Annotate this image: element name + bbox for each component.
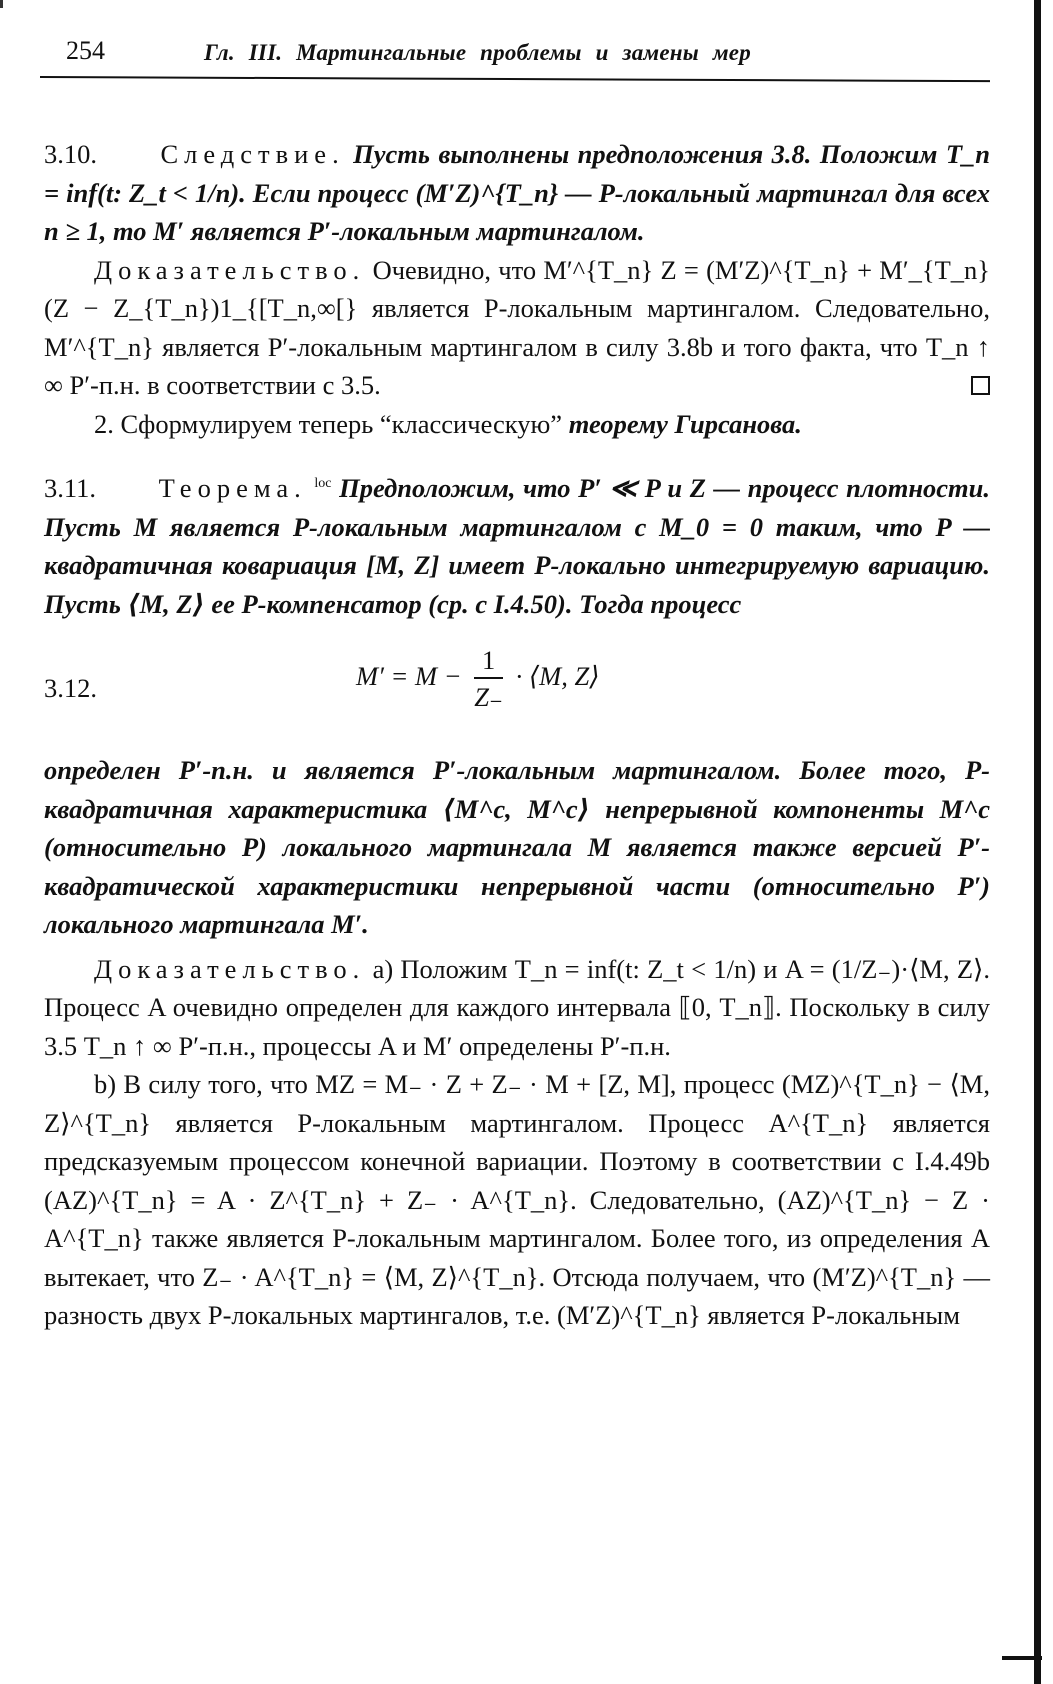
equation-3-12 [44,633,990,743]
proof-3-11-b [44,1065,990,1335]
equation-lhs: M′ = M − [356,661,462,692]
page-bottom-mark [1002,1656,1042,1660]
running-head-title: Гл. III. Мартингальные проблемы и замены мер [204,40,751,65]
equation-body [356,643,600,715]
proof-text: Очевидно, что M′^{T_n} Z = (M′Z)^{T_n} + M′_{T_n}(Z − Z_{T_n})1_{[T_n,∞[} является P-локальным мартингалом. Следовательно, M′^{T_n} является P′-локальным мартингалом в силу 3.8b и того факта, что T_n ↑ ∞ P′-п.н. в соответствии с 3.5. [44,254,991,400]
running-header [42,36,990,76]
page-body [44,135,990,1335]
page-edge-bar [1034,0,1041,1684]
proof-part-b: b) В силу того, что MZ = M₋ · Z + Z₋ · M + [Z, M], процесс (MZ)^{T_n} − ⟨M, Z⟩^{T_n} является P-локальным мартингалом. Процесс A^{T_n} является предсказуемым процессом конечной вариации. Поэтому в соответствии с I.4.49b (AZ)^{T_n} = A · Z^{T_n} + Z₋ · A^{T_n}. Следовательно, (AZ)^{T_n} − Z · A^{T_n} также является P-локальным мартингалом. Более того, из определения A вытекает, что Z₋ · A^{T_n} = ⟨M, Z⟩^{T_n}. Отсюда получаем, что (M′Z)^{T_n} — разность двух P-локальных мартингалов, т.е. (M′Z)^{T_n} является P-локальным [44,1069,990,1330]
corollary-statement: Пусть выполнены предположения 3.8. Положим T_n = inf(t: Z_t < 1/n). Если процесс (M′Z)^{T_n} — P-локальный мартингал для всех n ≥ 1, то M′ является P′-локальным мартингалом. [44,139,991,246]
proof-heading-2: Доказательство. [94,953,366,984]
theorem-statement: Предположим, что P′ ≪ P и Z — процесс плотности. Пусть M является P-локальным мартингалом с M_0 = 0 таким, что P — квадратичная ковариация [M, Z] имеет P-локально интегрируемую вариацию. Пусть ⟨M, Z⟩ ее P-компенсатор (ср. с I.4.50). Тогда процесс [44,473,991,619]
header-rule [40,76,990,82]
equation-fraction [474,643,503,715]
corollary-heading: Следствие. [160,139,345,169]
proof-heading: Доказательство. [94,254,366,285]
corollary-3-10 [44,135,990,251]
paragraph-2-emphasis: теорему Гирсанова. [568,408,802,439]
fraction-numerator: 1 [474,643,503,679]
theorem-number: 3.11. [44,473,97,503]
proof-part-a: a) Положим T_n = inf(t: Z_t < 1/n) и A = (1/Z₋)·⟨M, Z⟩. Процесс A очевидно определен для каждого интервала ⟦0, T_n⟧. Поскольку в силу 3.5 T_n ↑ ∞ P′-п.н., процессы A и M′ определены P′-п.н. [44,953,990,1061]
corollary-number: 3.10. [44,139,97,169]
fraction-denominator: Z₋ [474,682,503,712]
equation-rhs: · ⟨M, Z⟩ [515,661,600,692]
page-number: 254 [66,36,105,65]
theorem-3-11 [44,469,990,623]
theorem-continuation [44,751,990,944]
theorem-heading: Теорема. [158,473,307,503]
proof-3-11-a [44,950,990,1066]
paragraph-2 [44,405,990,444]
proof-3-10 [44,251,990,405]
equation-label: 3.12. [44,673,97,703]
qed-box [971,376,990,395]
scan-corner-mark [0,0,3,8]
theorem-continuation-text: определен P′-п.н. и является P′-локальным мартингалом. Более того, P-квадратичная характеристика ⟨M^c, M^c⟩ непрерывной компоненты M^c (относительно P) локального мартингала M является также версией P′-квадратической характеристики непрерывной части (относительно P′) локального мартингала M′. [44,755,990,939]
loc-mark: loc [314,476,332,492]
paragraph-2-text: 2. Сформулируем теперь “классическую” [94,408,569,439]
